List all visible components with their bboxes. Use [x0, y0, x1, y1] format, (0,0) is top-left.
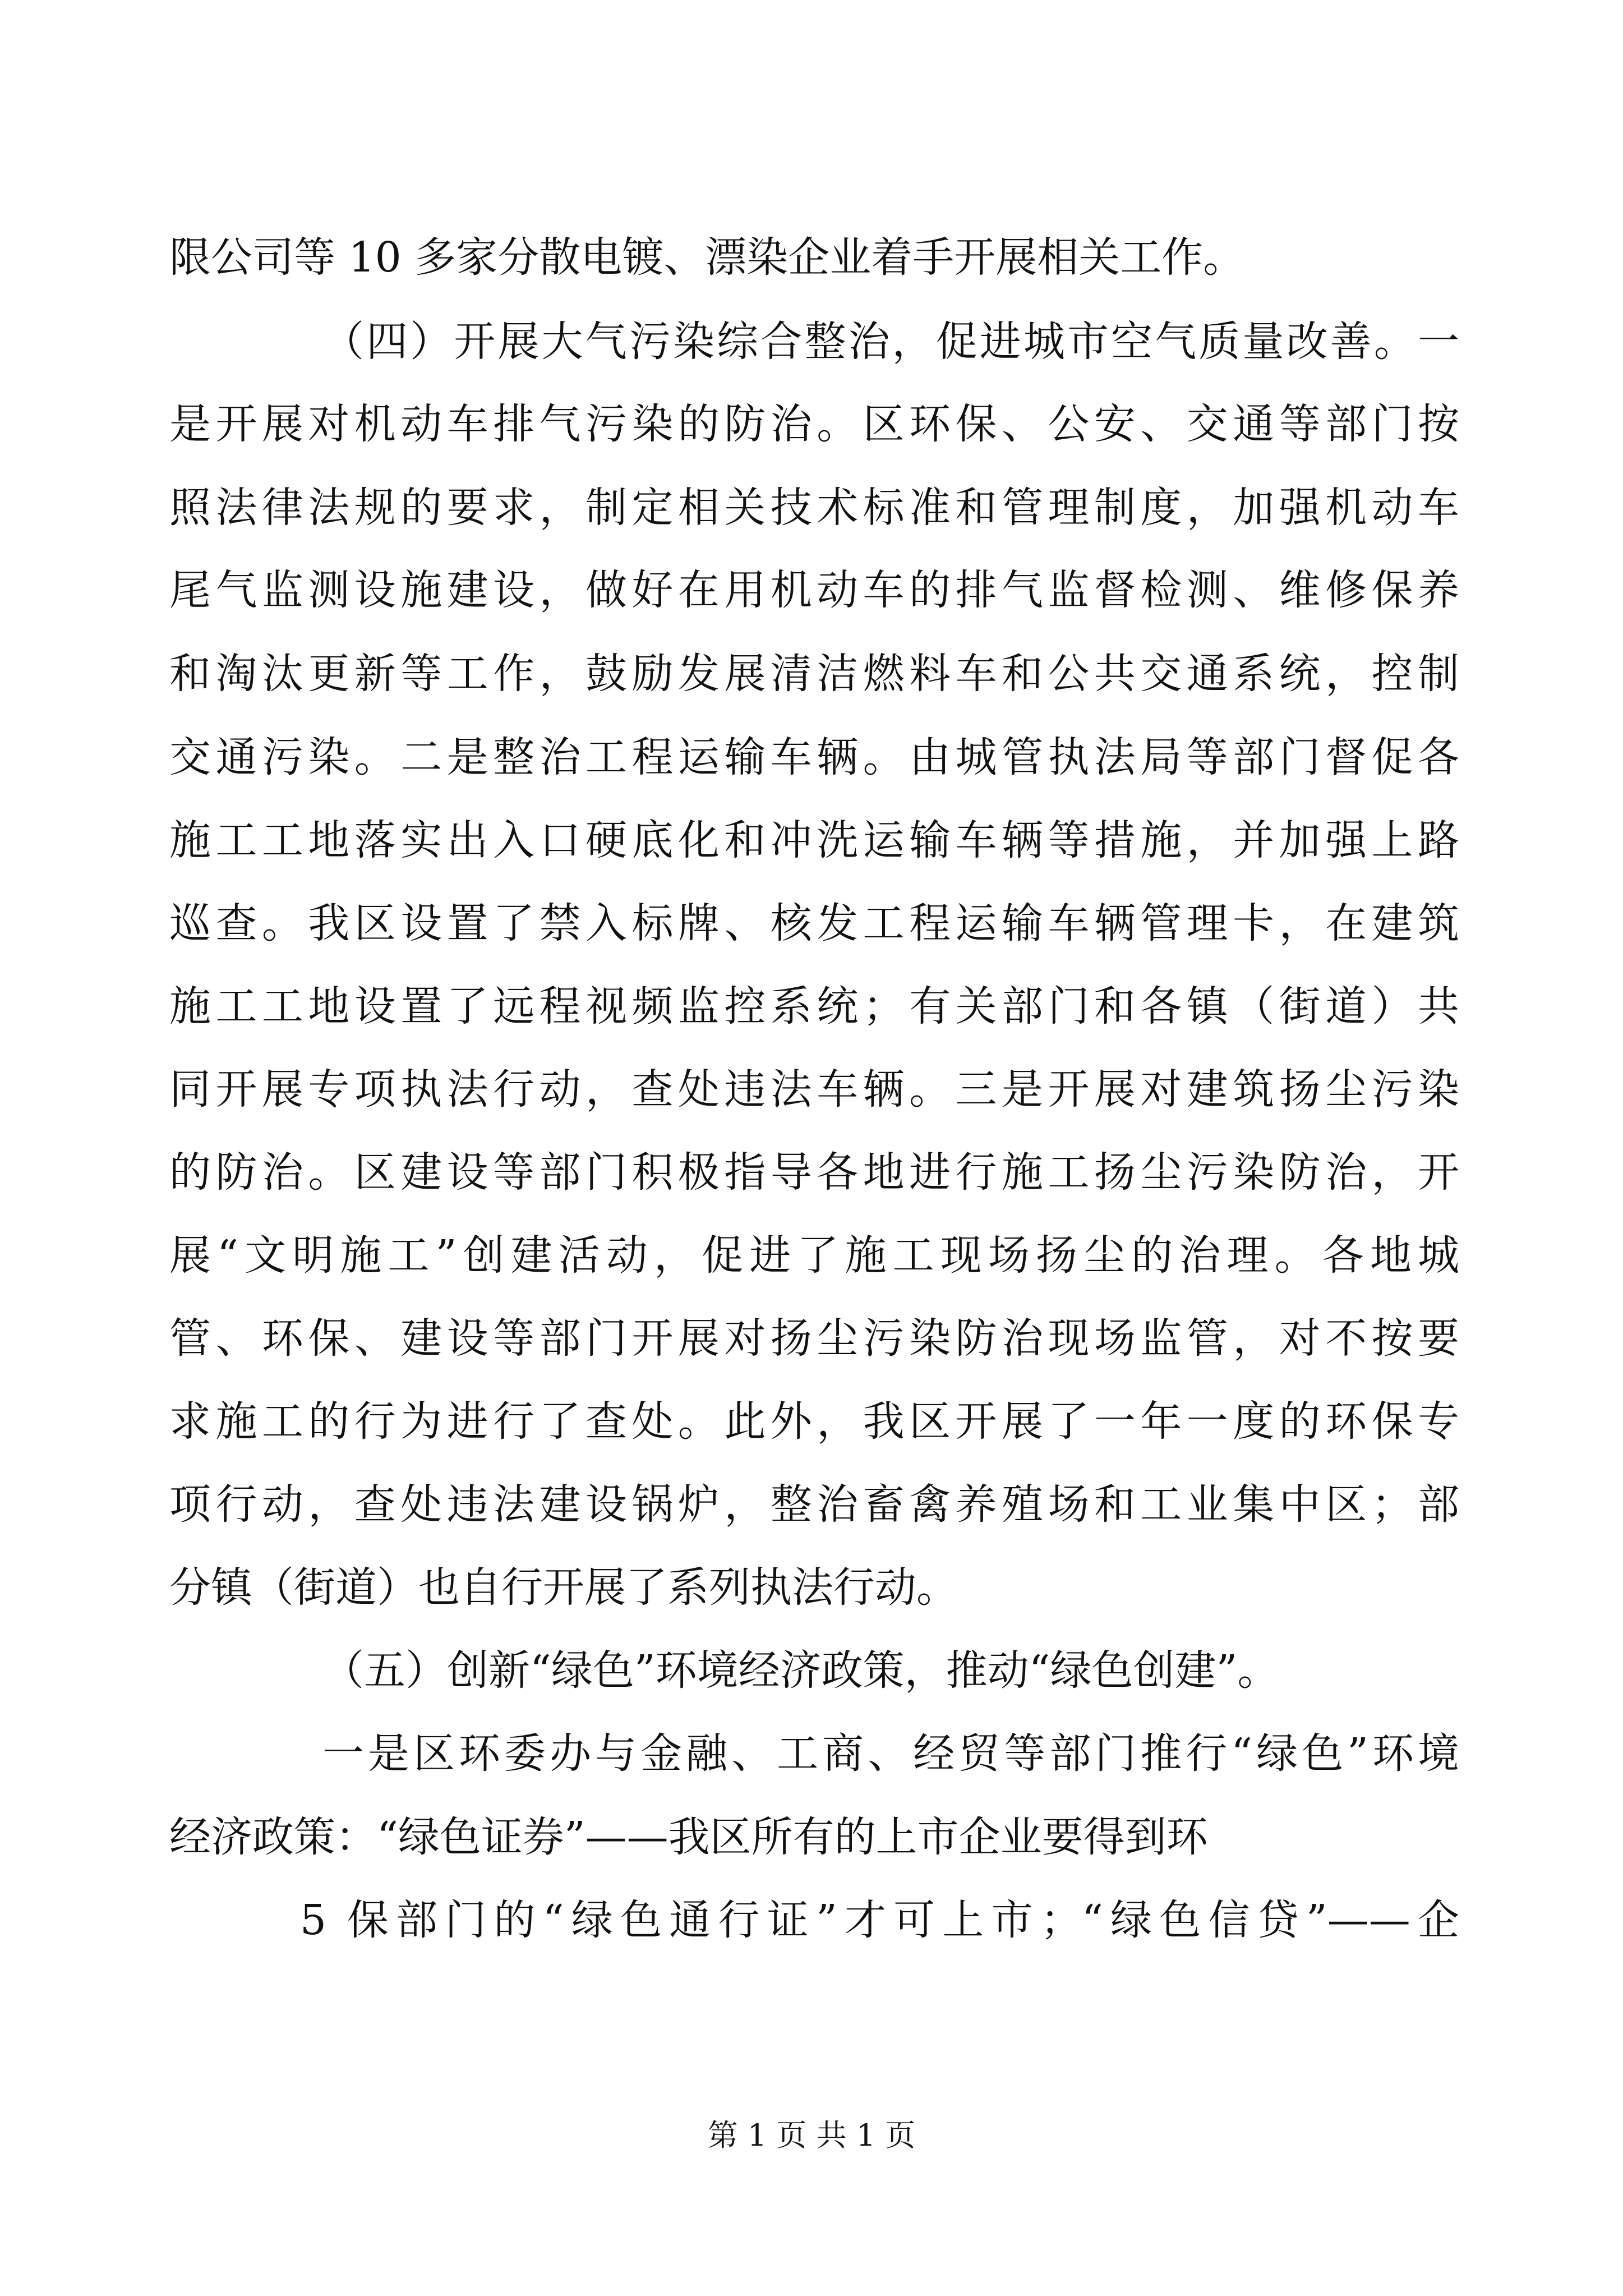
text-line: 管、环保、建设等部门开展对扬尘污染防治现场监管，对不按要: [169, 1314, 1459, 1363]
text-line: 一是区环委办与金融、工商、经贸等部门推行“绿色”环境: [322, 1729, 1459, 1778]
text-line: （四）开展大气污染综合整治，促进城市空气质量改善。一: [322, 318, 1459, 366]
text-line: 展“文明施工”创建活动，促进了施工现场扬尘的治理。各地城: [169, 1231, 1459, 1280]
text-line: 分镇（街道）也自行开展了系列执法行动。: [169, 1563, 958, 1612]
text-line: 限公司等 10 多家分散电镀、漂染企业着手开展相关工作。: [169, 233, 1245, 282]
text-line: 的防治。区建设等部门积极指导各地进行施工扬尘污染防治，开: [169, 1148, 1459, 1197]
text-line: 5 保部门的“绿色通行证”才可上市；“绿色信贷”——企: [300, 1896, 1459, 1944]
text-line: 同开展专项执法行动，查处违法车辆。三是开展对建筑扬尘污染: [169, 1065, 1459, 1114]
text-line: 尾气监测设施建设，做好在用机动车的排气监督检测、维修保养: [169, 566, 1459, 614]
text-line: 求施工的行为进行了查处。此外，我区开展了一年一度的环保专: [169, 1397, 1459, 1446]
page-footer: 第 1 页 共 1 页: [707, 2118, 916, 2153]
text-line: 项行动，查处违法建设锅炉，整治畜禽养殖场和工业集中区；部: [169, 1480, 1459, 1529]
text-line: 照法律法规的要求，制定相关技术标准和管理制度，加强机动车: [169, 484, 1459, 532]
text-line: 施工工地落实出入口硬底化和冲洗运输车辆等措施，并加强上路: [169, 816, 1459, 864]
text-line: （五）创新“绿色”环境经济政策，推动“绿色创建”。: [322, 1646, 1279, 1695]
text-line: 巡查。我区设置了禁入标牌、核发工程运输车辆管理卡，在建筑: [169, 899, 1459, 947]
text-line: 交通污染。二是整治工程运输车辆。由城管执法局等部门督促各: [169, 733, 1459, 781]
text-line: 是开展对机动车排气污染的防治。区环保、公安、交通等部门按: [169, 400, 1459, 448]
text-line: 经济政策：“绿色证券”——我区所有的上市企业要得到环: [169, 1813, 1208, 1861]
text-line: 和淘汰更新等工作，鼓励发展清洁燃料车和公共交通系统，控制: [169, 650, 1459, 698]
text-line: 施工工地设置了远程视频监控系统；有关部门和各镇（街道）共: [169, 982, 1459, 1030]
